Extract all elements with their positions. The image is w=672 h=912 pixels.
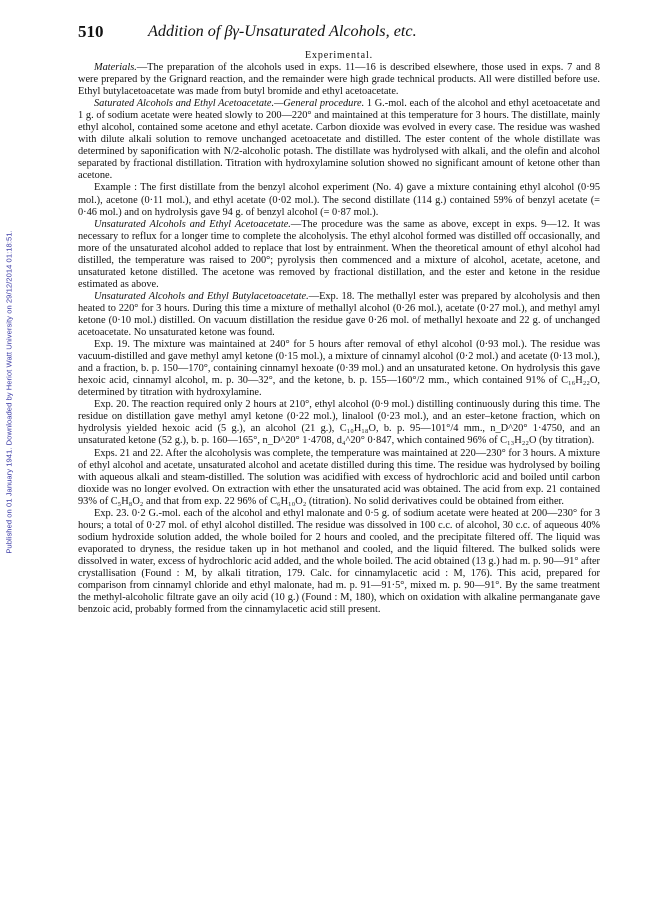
running-header bbox=[78, 22, 600, 44]
paragraph-exp-23 bbox=[78, 508, 600, 616]
paragraph-unsaturated-acetoacetate bbox=[78, 219, 600, 291]
download-notice-text: Published on 01 January 1941. Downloaded by Heriot Watt University on 29/12/2014 01:18:51. bbox=[4, 230, 14, 554]
paragraph-example bbox=[78, 182, 600, 218]
paragraph-heading: Materials. bbox=[94, 62, 137, 73]
paper-page bbox=[78, 22, 600, 616]
paragraph-text: —Exp. 18. The methallyl ester was prepared by alcoholysis and then heated to 220° for 3 hours. During this time a mixture of methallyl alcohol (0·26 mol.), acetate (0·27 mol.), and methyl amyl ketone (0·10 mol.) distilled. On vacuum distillation the residue gave 0·26 mol. of methallyl hexoate and 22 g. of unchanged acetoacetate. No unsaturated ketone was found. bbox=[78, 290, 600, 339]
paragraph-heading: Unsaturated Alcohols and Ethyl Butylacetoacetate. bbox=[94, 290, 309, 302]
page-number: 510 bbox=[78, 22, 104, 41]
paragraph-heading: Saturated Alcohols and Ethyl Acetoacetate.—General procedure. bbox=[94, 98, 365, 110]
paragraph-text: 1 G.-mol. each of the alcohol and ethyl acetoacetate and 1 g. of sodium acetate were heated slowly to 200—220° and maintained at this temperature for 3 hours. The distillate, mainly ethyl alcohol, contained some acetone and ethyl acetate. Carbon dioxide was evolved in every case. The residue was washed with dilute alkali solution to remove unchanged acetoacetate and distilled. The ester content of the whole distillate was determined by saponification with N/2-alcoholic potash. The distillate was hydrolysed with alkali, and the olefin and alcohol separated by fractional distillation. Titration with hydroxylamine solution showed no significant amount of ketone other than acetone. bbox=[78, 98, 600, 182]
paragraph-text: —The preparation of the alcohols used in exps. 11—16 is described elsewhere, those used in exps. 7 and 8 were prepared by the Grignard reaction, and the remainder were high grade technical products. All were distilled before use. Ethyl butylacetoacetate was made from butyl bromide and ethyl acetoacetate. bbox=[78, 62, 600, 98]
paragraph-materials bbox=[78, 62, 600, 98]
section-title: Experimental. bbox=[304, 50, 374, 61]
paragraph-text: Example : The first distillate from the benzyl alcohol experiment (No. 4) gave a mixture containing ethyl alcohol (0·95 mol.), acetone (0·11 mol.), and ethyl acetate (0·02 mol.). The second distillate (114 g.) contained 59% of benzyl acetate (= 0·46 mol.) and on hydrolysis gave 94 g. of benzyl alcohol (= 0·87 mol.). bbox=[78, 182, 600, 218]
paragraph-unsaturated-butylacetoacetate bbox=[78, 291, 600, 339]
download-notice bbox=[2, 132, 16, 652]
paragraph-exp-19 bbox=[78, 339, 600, 399]
paragraph-text: Exp. 23. 0·2 G.-mol. each of the alcohol and ethyl malonate and 0·5 g. of sodium acetate were heated at 200—230° for 3 hours; a total of 0·27 mol. of ethyl alcohol distilled. The residue was dissolved in 100 c.c. of alcohol, 30 c.c. of aqueous 40% sodium hydroxide solution added, the whole boiled for 2 hours and cooled, and the precipitate filtered off. The liquid was evaporated to dryness, the residue taken up in hot methanol and cooled, and the liquid filtered. The bulked solids were dissolved in water, excess of hydrochloric acid added, and the whole boiled. The acid obtained (13 g.) had m. p. 90—91° after crystallisation (Found : M, by alkali titration, 179. Calc. for cinnamylacetic acid : M, 176). This acid, prepared for comparison from cinnamyl chloride and ethyl malonate, had m. p. 91—91·5°, mixed m. p. 90—91°. By the same treatment the methyl-alcoholic filtrate gave an oily acid (10 g.) (Found : M, 180), which on oxidation with alkaline permanganate gave benzoic acid, probably formed from the cinnamylacetic acid still present. bbox=[78, 507, 601, 616]
paragraph-exp-20 bbox=[78, 399, 600, 447]
paragraph-text: —The procedure was the same as above, except in exps. 9—12. It was necessary to reflux for a longer time to complete the alcoholysis. The ethyl alcohol formed was distilled off occasionally, and more of the unsaturated alcohol added to replace that lost by entrainment. When the theoretical amount of ethyl alcohol had distilled, the temperature was raised to 200°; pyrolysis then commenced and a mixture of alcohol, acetate, acetone, and unsaturated ketone distilled. The acetone was removed by fractional distillation, and the ester and ketone in the residue estimated as above. bbox=[78, 218, 600, 290]
paragraph-text: Exps. 21 and 22. After the alcoholysis was complete, the temperature was maintained at 220—230° for 3 hours. A mixture of ethyl alcohol and acetate, unsaturated alcohol and acetate distilled during this time. The residue was hydrolysed by boiling with aqueous alkali and steam-distilled. The solution was acidified with excess of hydrochloric acid and boiled until carbon dioxide was no longer evolved. On extraction with ether the unsaturated acid was obtained. The acid from exp. 21 contained 93% of C₅H₈O₂ and that from exp. 22 96% of C₆H₁₀O₂ (titration). No solid derivatives could be obtained from either. bbox=[78, 447, 600, 507]
experimental-body bbox=[78, 62, 600, 616]
paragraph-exps-21-22 bbox=[78, 448, 600, 508]
running-title: Addition of βγ-Unsaturated Alcohols, etc. bbox=[148, 22, 417, 40]
paragraph-heading: Unsaturated Alcohols and Ethyl Acetoacetate. bbox=[94, 218, 291, 230]
paragraph-text: Exp. 20. The reaction required only 2 hours at 210°, ethyl alcohol (0·9 mol.) distilling continuously during this time. The residue on distillation gave methyl amyl ketone (0·22 mol.), linalool (0·23 mol.), and an ester–ketone fraction, which on hydrolysis yielded hexoic acid (5 g.), an alcohol (21 g.), C₁₀H₁₈O, b. p. 95—101°/4 mm., n_D^20° 1·4750, and an unsaturated ketone (52 g.), b. p. 160—165°, n_D^20° 1·4708, d₄^20° 0·847, which contained 96% of C₁₃H₂₂O (by titration). bbox=[78, 399, 600, 447]
paragraph-saturated-alcohols bbox=[78, 98, 600, 182]
paragraph-text: Exp. 19. The mixture was maintained at 240° for 5 hours after removal of ethyl alcohol (0·93 mol.). The residue was vacuum-distilled and gave methyl amyl ketone (0·15 mol.), a mixture of cinnamyl alcohol (0·2 mol.) and acetate (0·13 mol.), and a fraction, b. p. 150—170°, containing cinnamyl hexoate (0·39 mol.) and an unsaturated ketone. On hydrolysis this gave hexoic acid, cinnamyl alcohol, m. p. 30—32°, and the ketone, b. p. 155—160°/2 mm., which contained 91% of C₁₆H₂₂O, determined by titration with hydroxylamine. bbox=[78, 339, 600, 399]
